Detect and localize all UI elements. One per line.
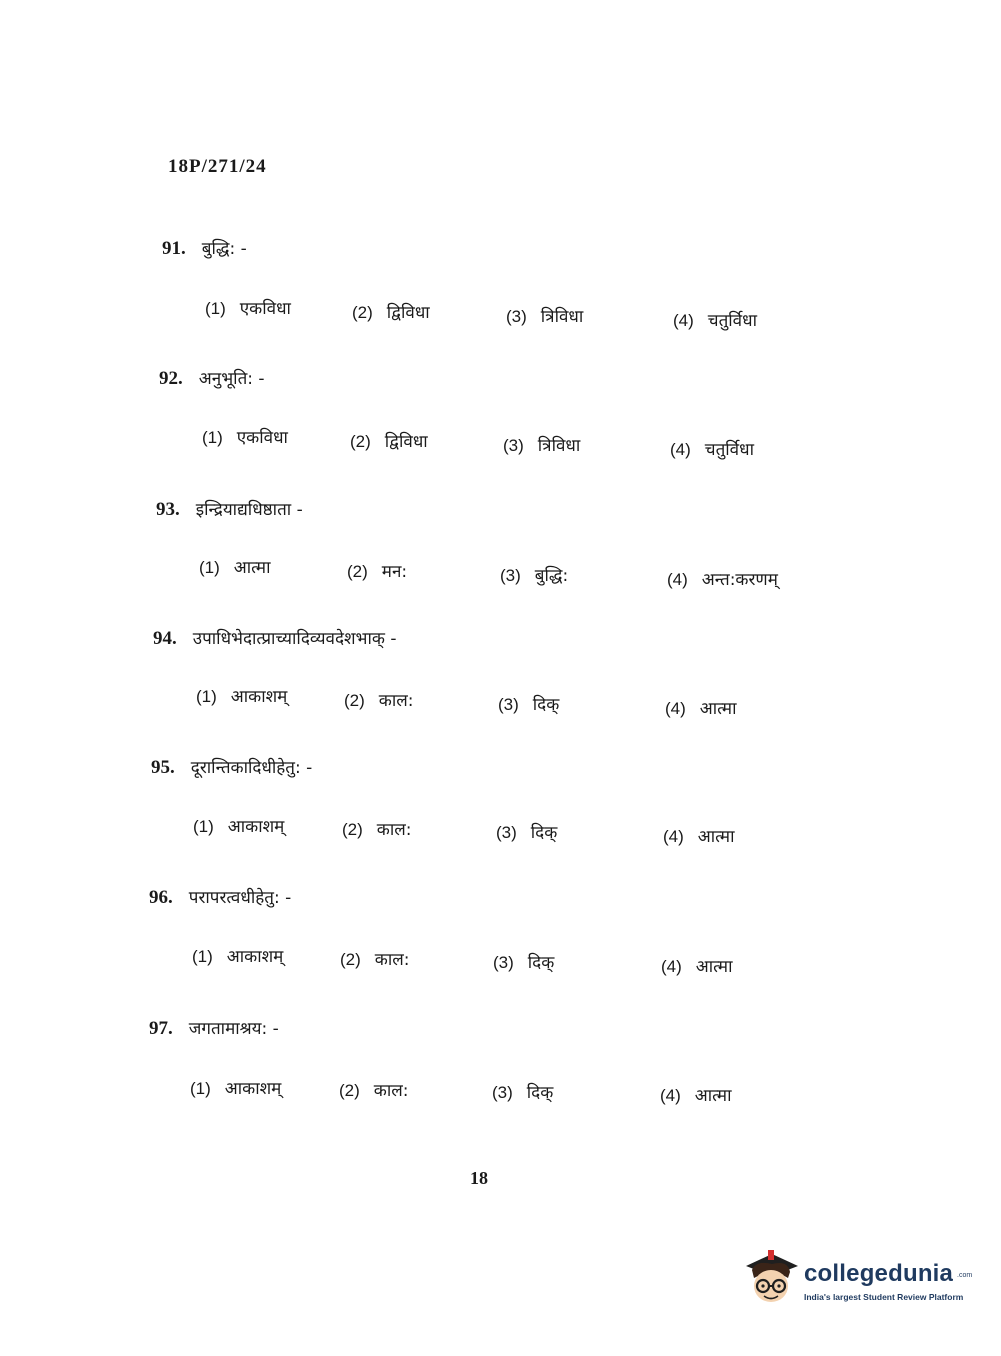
option-label: (1)	[190, 1079, 211, 1098]
option-2	[342, 817, 412, 840]
option-text: आत्मा	[699, 699, 737, 719]
option-1	[196, 684, 287, 707]
option-label: (3)	[506, 307, 527, 326]
option-text: त्रिविधा	[537, 436, 581, 456]
option-text: काल:	[373, 1081, 409, 1101]
option-text: दिक्	[532, 695, 560, 715]
option-4	[660, 1083, 732, 1106]
question-number: 95.	[151, 757, 175, 778]
option-3	[493, 950, 554, 973]
page-number: 18	[470, 1168, 488, 1188]
option-label: (2)	[342, 820, 363, 839]
option-text: बुद्धि:	[534, 566, 569, 586]
option-text: चतुर्विधा	[704, 440, 754, 460]
option-text: चतुर्विधा	[707, 311, 757, 331]
student-mascot-icon	[742, 1248, 800, 1306]
question-text: दूरान्तिकादिधीहेतु: -	[190, 758, 313, 778]
option-label: (2)	[344, 691, 365, 710]
option-text: द्विविधा	[384, 432, 428, 452]
option-label: (1)	[192, 947, 213, 966]
brand-tagline: India's largest Student Review Platform	[804, 1292, 964, 1302]
option-1	[192, 944, 283, 967]
question-stem	[153, 626, 397, 650]
question-number: 94.	[153, 628, 177, 649]
option-text: दिक्	[526, 1083, 554, 1103]
question-stem	[159, 366, 265, 390]
option-2	[344, 688, 414, 711]
option-label: (3)	[492, 1083, 513, 1102]
option-text: द्विविधा	[386, 303, 430, 323]
option-3	[506, 304, 583, 327]
option-label: (2)	[340, 950, 361, 969]
option-4	[673, 308, 757, 331]
option-label: (3)	[503, 436, 524, 455]
brand-name: collegedunia	[804, 1260, 954, 1287]
option-label: (1)	[202, 428, 223, 447]
option-label: (3)	[493, 953, 514, 972]
option-label: (1)	[196, 687, 217, 706]
option-4	[661, 954, 733, 977]
option-label: (3)	[500, 566, 521, 585]
option-3	[492, 1080, 553, 1103]
option-text: काल:	[376, 820, 412, 840]
option-2	[340, 947, 410, 970]
option-text: आत्मा	[697, 827, 735, 847]
option-text: आकाशम्	[224, 1079, 282, 1099]
question-stem	[162, 236, 247, 260]
option-text: त्रिविधा	[540, 307, 584, 327]
option-text: दिक्	[530, 823, 558, 843]
question-number: 96.	[149, 887, 173, 908]
question-stem	[149, 885, 291, 909]
option-2	[352, 300, 430, 323]
option-1	[202, 425, 288, 448]
question-text: उपाधिभेदात्प्राच्यादिव्यवदेशभाक् -	[192, 629, 397, 649]
option-3	[500, 563, 568, 586]
option-label: (1)	[199, 558, 220, 577]
option-label: (4)	[660, 1086, 681, 1105]
option-3	[498, 692, 559, 715]
option-text: एकविधा	[239, 299, 291, 319]
option-label: (3)	[496, 823, 517, 842]
option-text: आत्मा	[695, 957, 733, 977]
option-3	[503, 433, 580, 456]
option-text: आकाशम्	[230, 687, 288, 707]
brand-domain: .com	[957, 1272, 973, 1279]
option-1	[190, 1076, 281, 1099]
option-text: काल:	[374, 950, 410, 970]
question-text: जगतामाश्रय: -	[188, 1019, 279, 1039]
question-number: 91.	[162, 238, 186, 259]
option-4	[665, 696, 737, 719]
option-text: मन:	[381, 562, 408, 582]
option-label: (2)	[352, 303, 373, 322]
option-text: आत्मा	[233, 558, 271, 578]
option-2	[350, 429, 428, 452]
option-text: आत्मा	[694, 1086, 732, 1106]
option-label: (4)	[673, 311, 694, 330]
option-label: (1)	[205, 299, 226, 318]
option-label: (4)	[665, 699, 686, 718]
option-4	[663, 824, 735, 847]
question-stem	[156, 497, 303, 521]
option-label: (2)	[339, 1081, 360, 1100]
option-text: आकाशम्	[226, 947, 284, 967]
option-label: (3)	[498, 695, 519, 714]
option-text: दिक्	[527, 953, 555, 973]
option-2	[339, 1078, 409, 1101]
question-stem	[151, 755, 312, 779]
question-stem	[149, 1016, 279, 1040]
option-label: (1)	[193, 817, 214, 836]
option-1	[193, 814, 284, 837]
option-text: एकविधा	[236, 428, 288, 448]
option-label: (2)	[350, 432, 371, 451]
question-number: 97.	[149, 1018, 173, 1039]
question-text: परापरत्वधीहेतु: -	[188, 888, 292, 908]
option-label: (4)	[663, 827, 684, 846]
option-text: आकाशम्	[227, 817, 285, 837]
option-1	[199, 555, 271, 578]
question-text: बुद्धि: -	[201, 239, 247, 259]
option-2	[347, 559, 407, 582]
option-label: (4)	[667, 570, 688, 589]
option-4	[670, 437, 754, 460]
option-3	[496, 820, 557, 843]
option-label: (2)	[347, 562, 368, 581]
question-number: 92.	[159, 368, 183, 389]
paper-code: 18P/271/24	[168, 156, 267, 177]
question-text: अनुभूति: -	[198, 369, 265, 389]
question-text: इन्द्रियाद्यधिष्ठाता -	[195, 500, 303, 520]
option-text: अन्त:करणम्	[701, 570, 778, 590]
option-4	[667, 567, 778, 590]
collegedunia-watermark	[742, 1248, 972, 1308]
question-number: 93.	[156, 499, 180, 520]
option-text: काल:	[378, 691, 414, 711]
option-1	[205, 296, 291, 319]
option-label: (4)	[670, 440, 691, 459]
option-label: (4)	[661, 957, 682, 976]
